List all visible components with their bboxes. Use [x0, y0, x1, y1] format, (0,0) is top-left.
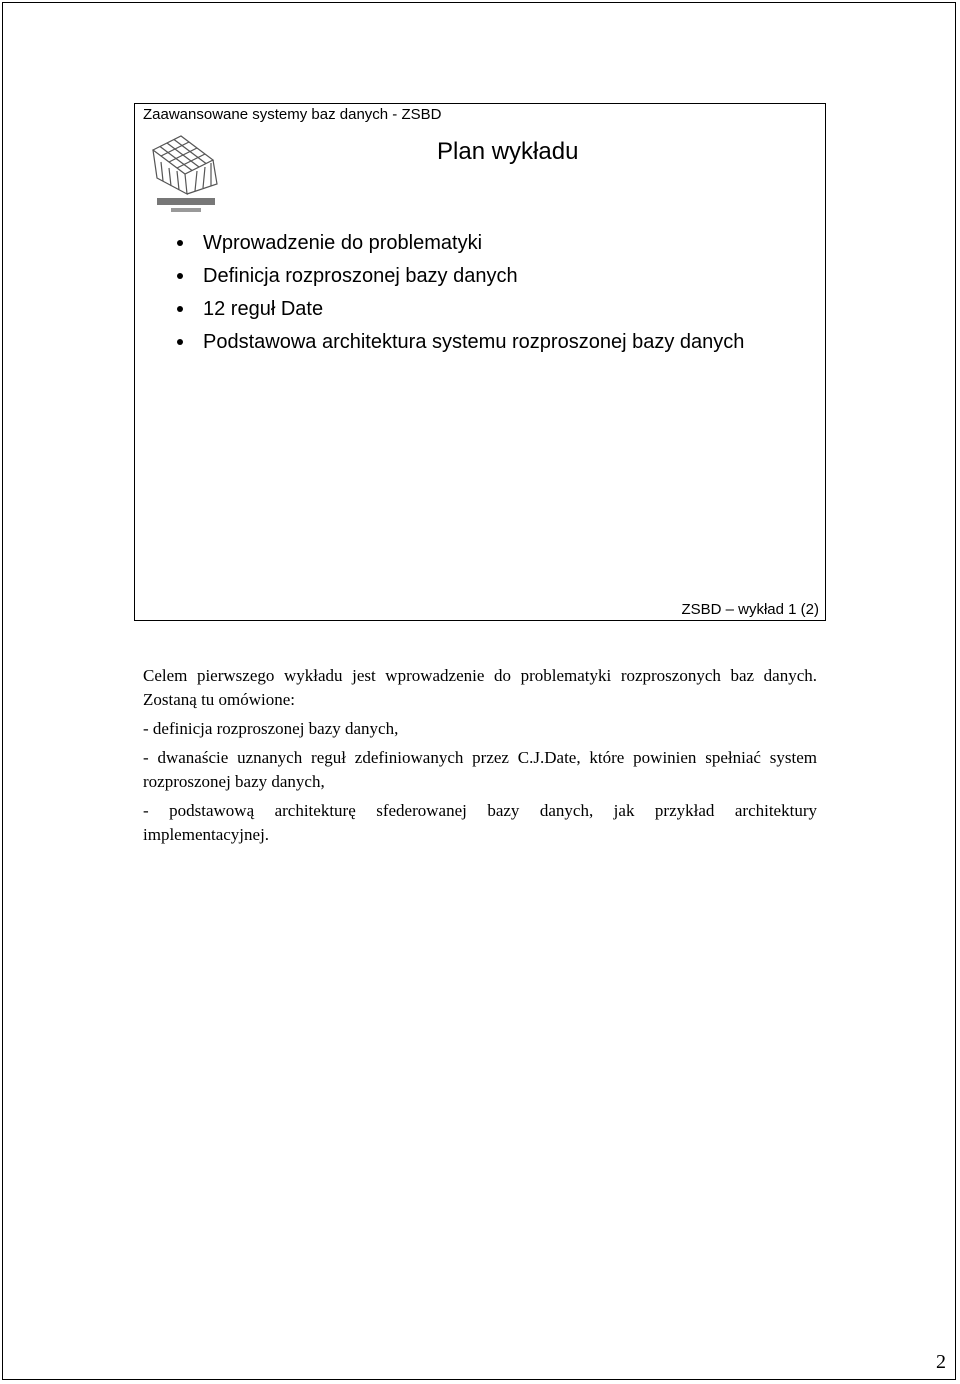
- page-number: 2: [936, 1351, 946, 1373]
- notes-paragraph: - dwanaście uznanych reguł zdefiniowanych przez C.J.Date, które powinien spełniać system rozproszonej bazy danych,: [143, 748, 817, 791]
- grid-logo-icon: [147, 130, 227, 216]
- bullet-dot-icon: [177, 273, 183, 279]
- bullet-item: Definicja rozproszonej bazy danych: [173, 263, 773, 289]
- bullet-dot-icon: [177, 306, 183, 312]
- notes-paragraph: - podstawową architekturę sfederowanej bazy danych, jak przykład architektury implementacyjnej.: [143, 801, 817, 844]
- bullet-item: Wprowadzenie do problematyki: [173, 230, 773, 256]
- slide-thumbnail: [134, 103, 826, 621]
- bullet-dot-icon: [177, 339, 183, 345]
- notes-paragraph: - definicja rozproszonej bazy danych,: [143, 719, 399, 738]
- bullet-item: 12 reguł Date: [173, 296, 773, 322]
- bullet-item: Podstawowa architektura systemu rozproszonej bazy danych: [173, 329, 755, 355]
- slide-title: Plan wykładu: [437, 138, 579, 165]
- bullet-dot-icon: [177, 240, 183, 246]
- slide-footer: ZSBD – wykład 1 (2): [681, 601, 819, 618]
- bullet-list: [173, 230, 773, 362]
- speaker-notes: [143, 664, 817, 852]
- course-title: Zaawansowane systemy baz danych - ZSBD: [143, 106, 442, 123]
- notes-paragraph: Celem pierwszego wykładu jest wprowadzenie do problematyki rozproszonych baz danych. Zostaną tu omówione:: [143, 666, 817, 709]
